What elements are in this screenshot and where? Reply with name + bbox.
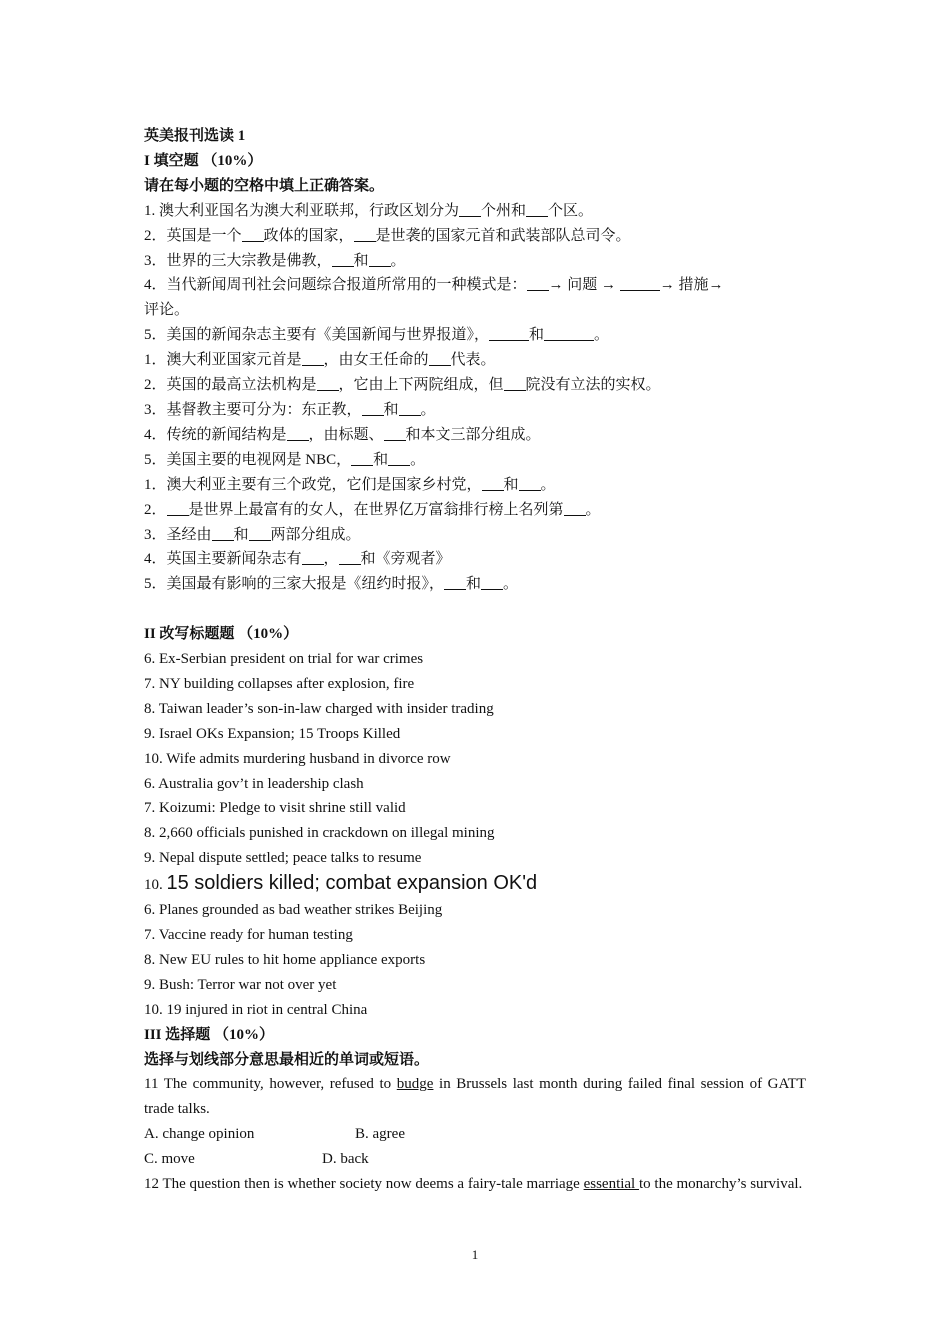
- question-text: 5．美国最有影响的三家大报是《纽约时报》，: [144, 576, 445, 593]
- fill-in-question: [144, 298, 806, 323]
- fill-in-question: [144, 448, 806, 473]
- question-11-text: 11 The community, however, refused to: [144, 1076, 397, 1093]
- fill-in-question: [144, 498, 806, 523]
- headline-item: 9. Nepal dispute settled; peace talks to resume: [144, 850, 422, 867]
- headline-item: 8. New EU rules to hit home appliance exports: [144, 951, 426, 968]
- answer-blank[interactable]: [527, 275, 549, 291]
- answer-blank[interactable]: [504, 375, 526, 391]
- question-text: 个州和: [481, 202, 527, 219]
- question-12-text: 12 The question then is whether society now deems a fairy-tale marriage: [144, 1176, 584, 1193]
- answer-blank[interactable]: [429, 350, 451, 366]
- question-text: 是世界上最富有的女人，在世界亿万富翁排行榜上名列第: [188, 501, 564, 518]
- headline-list-b: [144, 898, 806, 1023]
- question-text: 。: [410, 451, 426, 468]
- question-text: 和本文三部分组成。: [405, 426, 541, 443]
- answer-blank[interactable]: [362, 400, 384, 416]
- fill-in-question: [144, 199, 806, 224]
- section-1-heading: I 填空题 （10%）: [144, 152, 263, 169]
- fill-in-question: [144, 572, 806, 597]
- question-text: 和《旁观者》: [360, 551, 451, 568]
- option-c: C. move: [144, 1151, 195, 1168]
- headline-number: 10.: [144, 877, 163, 894]
- headline-item: 6. Planes grounded as bad weather strikes Beijing: [144, 902, 443, 919]
- question-text: 。: [594, 327, 610, 344]
- answer-blank[interactable]: [332, 251, 354, 267]
- fill-in-question: [144, 273, 806, 298]
- answer-blank[interactable]: [564, 500, 586, 516]
- question-text: 院没有立法的实权。: [525, 377, 661, 394]
- question-text: 和: [353, 252, 369, 269]
- headline-item: 9. Bush: Terror war not over yet: [144, 976, 337, 993]
- answer-blank[interactable]: [302, 549, 324, 565]
- question-text: 4．当代新闻周刊社会问题综合报道所常用的一种模式是：: [144, 277, 527, 294]
- question-text: ，它由上下两院组成，但: [338, 377, 504, 394]
- question-text: 和: [233, 526, 249, 543]
- answer-blank[interactable]: [489, 325, 529, 341]
- answer-blank[interactable]: [459, 201, 481, 217]
- answer-blank[interactable]: [399, 400, 421, 416]
- question-text: 评论。: [144, 302, 190, 319]
- question-text: 和: [383, 401, 399, 418]
- headline-item: 9. Israel OKs Expansion; 15 Troops Killed: [144, 725, 401, 742]
- question-text: 。: [585, 501, 601, 518]
- fill-in-question: [144, 249, 806, 274]
- fill-in-question: [144, 373, 806, 398]
- fill-in-question: [144, 473, 806, 498]
- headline-item: 10. 19 injured in riot in central China: [144, 1001, 368, 1018]
- question-text: 1．澳大利亚主要有三个政党，它们是国家乡村党，: [144, 476, 482, 493]
- answer-blank[interactable]: [354, 226, 376, 242]
- underlined-word: budge: [396, 1076, 434, 1093]
- answer-blank[interactable]: [444, 574, 466, 590]
- question-text: ，由标题、: [308, 426, 384, 443]
- question-text: 4．英国主要新闻杂志有: [144, 551, 302, 568]
- answer-blank[interactable]: [351, 450, 373, 466]
- question-11-options-cd: [144, 1147, 806, 1172]
- question-text: 政体的国家，: [263, 227, 354, 244]
- answer-blank[interactable]: [167, 500, 189, 516]
- document-title: 英美报刊选读 1: [144, 128, 246, 144]
- option-d: D. back: [322, 1151, 369, 1168]
- question-text: 。: [420, 401, 436, 418]
- option-b: B. agree: [355, 1126, 405, 1143]
- question-text: 1. 澳大利亚国名为澳大利亚联邦，行政区划分为: [144, 202, 460, 219]
- section-2-heading: II 改写标题题 （10%）: [144, 626, 299, 643]
- question-text: 1．澳大利亚国家元首是: [144, 352, 302, 369]
- underlined-word: essential: [583, 1176, 639, 1193]
- question-text: 和: [466, 576, 482, 593]
- question-text: 。: [503, 576, 519, 593]
- question-text: 个区。: [548, 202, 594, 219]
- question-text: 3．基督教主要可分为：东正教，: [144, 401, 362, 418]
- question-text: 3．世界的三大宗教是佛教，: [144, 252, 332, 269]
- fill-in-question: [144, 523, 806, 548]
- headline-item: 10. Wife admits murdering husband in divorce row: [144, 750, 451, 767]
- headline-item: 8. 2,660 officials punished in crackdown on illegal mining: [144, 825, 495, 842]
- headline-item: 8. Taiwan leader’s son-in-law charged with insider trading: [144, 700, 494, 717]
- question-11-options-ab: [144, 1122, 806, 1147]
- answer-blank[interactable]: [212, 525, 234, 541]
- answer-blank[interactable]: [242, 226, 264, 242]
- question-12: [144, 1172, 806, 1197]
- section-3-heading: III 选择题 （10%）: [144, 1026, 275, 1043]
- answer-blank[interactable]: [388, 450, 410, 466]
- question-text: 。: [540, 476, 556, 493]
- question-text: 和: [503, 476, 519, 493]
- answer-blank[interactable]: [302, 350, 324, 366]
- answer-blank[interactable]: [317, 375, 339, 391]
- headline-list-a: [144, 647, 806, 871]
- fill-in-question: [144, 323, 806, 348]
- headline-text: 15 soldiers killed; combat expansion OK'd: [166, 872, 538, 895]
- answer-blank[interactable]: [519, 475, 541, 491]
- fill-in-question: [144, 423, 806, 448]
- question-text: 是世袭的国家元首和武装部队总司令。: [375, 227, 631, 244]
- question-text: ，由女王任命的: [323, 352, 429, 369]
- question-text: 5．美国主要的电视网是 NBC，: [144, 451, 352, 468]
- section-1-instruction: 请在每小题的空格中填上正确答案。: [144, 177, 385, 194]
- section-3-instruction: 选择与划线部分意思最相近的单词或短语。: [144, 1051, 430, 1068]
- answer-blank[interactable]: [249, 525, 271, 541]
- question-text: 5．美国的新闻杂志主要有《美国新闻与世界报道》，: [144, 327, 490, 344]
- answer-blank[interactable]: [526, 201, 548, 217]
- headline-item-large: [144, 871, 806, 898]
- question-text: 3．圣经由: [144, 526, 212, 543]
- question-12-text-end: to the monarchy’s survival.: [638, 1176, 803, 1193]
- question-text: 和: [373, 451, 389, 468]
- question-text: 4．传统的新闻结构是: [144, 426, 287, 443]
- question-text: ，: [323, 551, 339, 568]
- question-text: 两部分组成。: [270, 526, 361, 543]
- headline-item: 7. Vaccine ready for human testing: [144, 926, 353, 943]
- question-text: 2．英国是一个: [144, 227, 242, 244]
- headline-item: 7. Koizumi: Pledge to visit shrine still valid: [144, 800, 406, 817]
- headline-item: 7. NY building collapses after explosion, fire: [144, 675, 415, 692]
- headline-item: 6. Australia gov’t in leadership clash: [144, 775, 364, 792]
- fill-in-questions: [144, 199, 806, 598]
- answer-blank[interactable]: [482, 475, 504, 491]
- fill-in-question: [144, 547, 806, 572]
- question-text: 2．: [144, 501, 167, 518]
- page-number: 1: [471, 1247, 479, 1262]
- question-text: 2．英国的最高立法机构是: [144, 377, 317, 394]
- headline-item: 6. Ex-Serbian president on trial for war crimes: [144, 651, 424, 668]
- question-11: [144, 1072, 806, 1122]
- answer-blank[interactable]: [369, 251, 391, 267]
- answer-blank[interactable]: [339, 549, 361, 565]
- question-text: → 问题 →: [548, 277, 620, 294]
- answer-blank[interactable]: [287, 425, 309, 441]
- fill-in-question: [144, 224, 806, 249]
- option-a: A. change opinion: [144, 1126, 255, 1143]
- fill-in-question: [144, 348, 806, 373]
- answer-blank[interactable]: [620, 275, 660, 291]
- question-text: → 措施→: [659, 277, 724, 294]
- question-text: 。: [390, 252, 406, 269]
- question-text: 和: [529, 327, 545, 344]
- answer-blank[interactable]: [384, 425, 406, 441]
- answer-blank[interactable]: [544, 325, 594, 341]
- answer-blank[interactable]: [481, 574, 503, 590]
- question-11-text-end: in Brussels last month during failed final session of GATT trade talks.: [144, 1076, 806, 1118]
- fill-in-question: [144, 398, 806, 423]
- question-text: 代表。: [450, 352, 496, 369]
- document-page: [144, 124, 806, 1197]
